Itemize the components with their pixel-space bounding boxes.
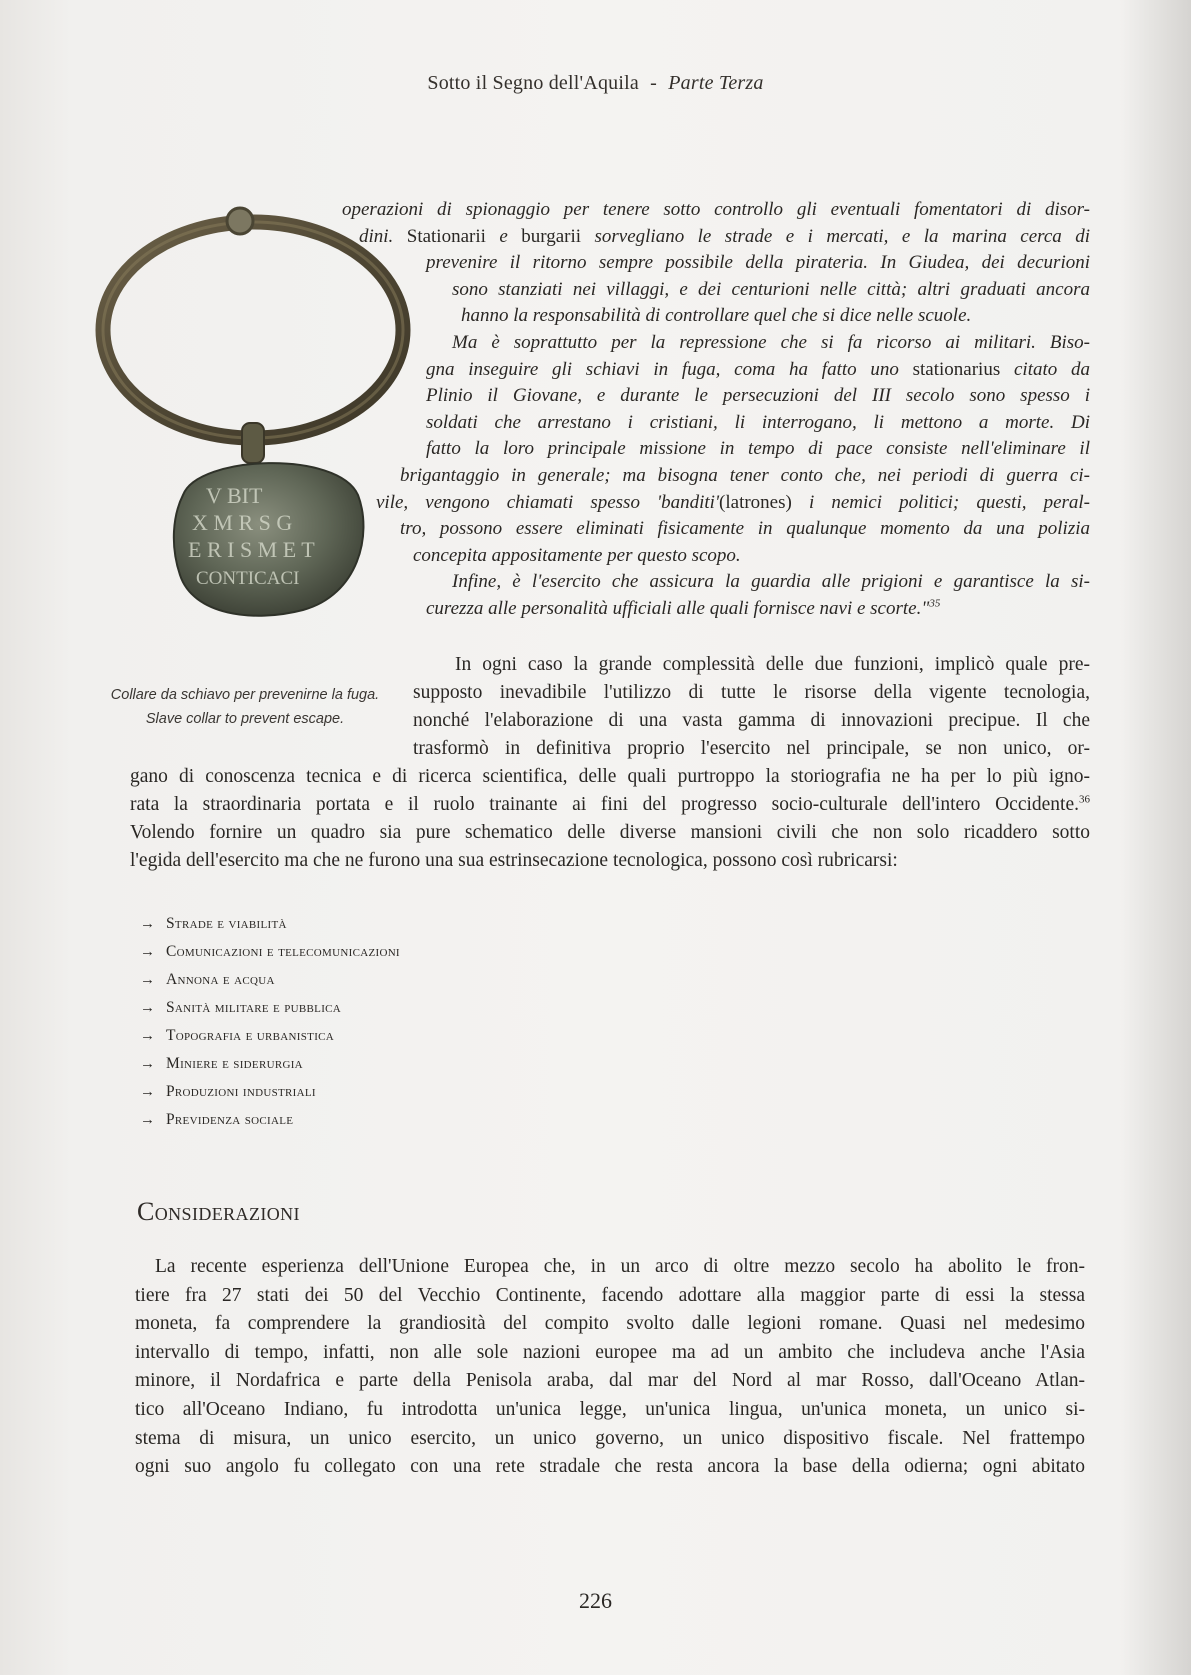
tag-line: V BIT [206, 483, 263, 508]
quote-line: concepita appositamente per questo scopo. [413, 544, 741, 566]
arrow-icon: → [140, 1028, 156, 1044]
book-title: Sotto il Segno dell'Aquila [427, 72, 639, 94]
list-item-label: Topografia e urbanistica [166, 1027, 335, 1044]
section-line: stema di misura, un unico esercito, un unico governo, un unico dispositivo fiscale. Nel frattempo [135, 1427, 1085, 1449]
arrow-icon: → [140, 1084, 156, 1100]
list-item-label: Annona e acqua [166, 971, 275, 988]
quote-line: Infine, è l'esercito che assicura la guardia alle prigioni e garantisce la si- [452, 571, 1090, 593]
tag-line: X M R S G [192, 510, 293, 535]
list-item-label: Miniere e siderurgia [166, 1055, 303, 1072]
quote-line: brigantaggio in generale; ma bisogna tener conto che, nei periodi di guerra ci- [400, 465, 1090, 486]
arrow-icon: → [140, 972, 156, 988]
arrow-icon: → [140, 916, 156, 932]
list-item [140, 943, 640, 971]
collar-illustration [88, 205, 428, 665]
quote-line: hanno la responsabilità di controllare quel che si dice nelle scuole. [461, 305, 972, 327]
quote-line: fatto la loro principale missione in tempo di pace consiste nell'eliminare il [426, 438, 1090, 460]
body-line: supposto inevadibile l'utilizzo di tutte le risorse della vigente tecnologia, [413, 682, 1090, 703]
collar-clasp [227, 208, 253, 234]
civil-functions-list [140, 915, 640, 1139]
list-item [140, 1027, 640, 1055]
list-item-label: Strade e viabilità [166, 915, 287, 932]
quote-line: sono stanziati nei villaggi, e dei centurioni nelle città; altri graduati ancora [452, 278, 1090, 300]
quote-line: soldati che arrestano i cristiani, li interrogano, li mettono a morte. Di [426, 411, 1090, 433]
page-gutter-shadow [1121, 0, 1191, 1675]
quote-line: gna inseguire gli schiavi in fuga, coma ha fatto uno stationarius citato da [426, 358, 1090, 380]
section-line: tico all'Oceano Indiano, fu introdotta un'unica legge, un'unica lingua, un'unica moneta, un unico si- [135, 1399, 1085, 1420]
section-line: tiere fra 27 stati dei 50 del Vecchio Continente, facendo adottare alla maggior parte di essi la stessa [135, 1284, 1085, 1306]
part-title: Parte Terza [668, 72, 764, 94]
figure-caption [70, 683, 420, 731]
body-line: gano di conoscenza tecnica e di ricerca scientifica, delle quali purtroppo la storiografia ne ha per lo più igno- [130, 766, 1090, 787]
tag-line: E R I S M E T [188, 537, 315, 562]
header-separator: - [650, 72, 658, 94]
body-line: l'egida dell'esercito ma che ne furono una sua estrinsecazione tecnologica, possono così rubricarsi: [130, 850, 898, 871]
quote-line: Ma è soprattutto per la repressione che si fa ricorso ai militari. Biso- [452, 332, 1090, 353]
quote-line: vile, vengono chiamati spesso 'banditi'(latrones) i nemici politici; questi, peral- [376, 491, 1091, 513]
quote-line: prevenire il ritorno sempre possibile della pirateria. In Giudea, dei decurioni [426, 252, 1090, 274]
list-item-label: Previdenza sociale [166, 1111, 294, 1128]
arrow-icon: → [140, 1056, 156, 1072]
list-item [140, 999, 640, 1027]
tag-line: CONTICACI [196, 568, 300, 589]
list-item-label: Sanità militare e pubblica [166, 999, 342, 1016]
list-item [140, 1083, 640, 1111]
section-line: moneta, fa comprendere la grandiosità del compito svolto dalle legioni romane. Quasi nel medesimo [135, 1313, 1085, 1335]
arrow-icon: → [140, 1112, 156, 1128]
arrow-icon: → [140, 944, 156, 960]
caption-english: Slave collar to prevent escape. [145, 711, 345, 727]
list-item-label: Comunicazioni e telecomunicazioni [166, 943, 400, 960]
body-line: trasformò in definitiva proprio l'esercito nel principale, se non unico, or- [413, 738, 1090, 759]
body-line: rata la straordinaria portata e il ruolo trainante ai fini del progresso socio-culturale dell'intero Occidente.$^{36}$ [130, 793, 1090, 815]
list-item [140, 1111, 640, 1139]
quote-line: tro, possono essere eliminati fisicamente in qualunque momento da una polizia [400, 518, 1090, 540]
caption-italian: Collare da schiavo per prevenirne la fuga. [110, 687, 380, 703]
quote-line: Plinio il Giovane, e durante le persecuzioni del III secolo sono spesso i [426, 385, 1090, 407]
tag-loop [242, 423, 264, 463]
body-line: In ogni caso la grande complessità delle due funzioni, implicò quale pre- [455, 654, 1090, 675]
section-line: intervallo di tempo, infatti, non alle sole nazioni europee ma ad un ambito che includeva anche l'Asia [135, 1341, 1085, 1363]
quote-line: operazioni di spionaggio per tenere sotto controllo gli eventuali fomentatori di disor- [342, 199, 1090, 220]
slave-collar-photo [88, 205, 428, 665]
arrow-icon: → [140, 1000, 156, 1016]
section-heading: Considerazioni [137, 1197, 300, 1226]
quote-line: dini. Stationarii e burgarii sorvegliano le strade e i mercati, e la marina cerca di [359, 225, 1091, 247]
quote-line: curezza alle personalità ufficiali alle quali fornisce navi e scorte."$^{35}$ [426, 597, 941, 619]
section-line: La recente esperienza dell'Unione Europea che, in un arco di oltre mezzo secolo ha abolito le fron- [155, 1256, 1085, 1277]
list-item-label: Produzioni industriali [166, 1083, 316, 1100]
list-item [140, 915, 640, 943]
list-item [140, 971, 640, 999]
list-item [140, 1055, 640, 1083]
running-header [0, 72, 1191, 95]
body-line: Volendo fornire un quadro sia pure schematico delle diverse mansioni civili che non solo ricaddero sotto [130, 822, 1090, 843]
section-line: minore, il Nordafrica e parte della Penisola araba, dal mar del Nord al mar Rosso, dall'Oceano Atlan- [135, 1370, 1085, 1392]
page-number: 226 [579, 1588, 612, 1613]
body-line: nonché l'elaborazione di una vasta gamma di innovazioni precipue. Il che [413, 710, 1090, 731]
section-line: ogni suo angolo fu collegato con una rete stradale che resta ancora la base della odierna; ogni abitato [135, 1456, 1085, 1478]
